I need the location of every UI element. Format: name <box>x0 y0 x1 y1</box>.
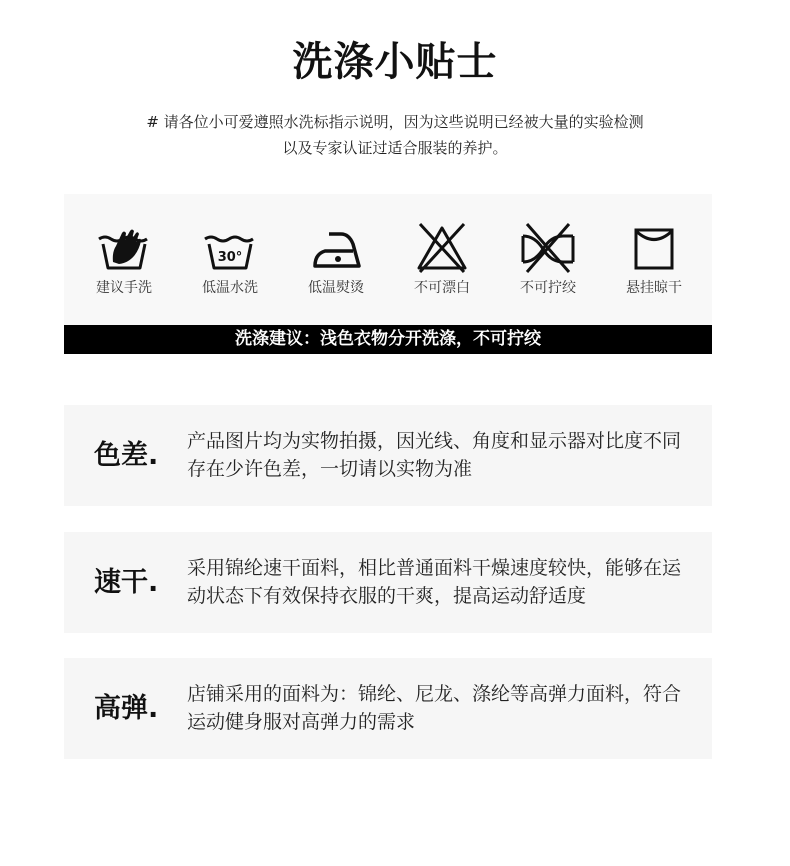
no-wring-icon <box>519 222 577 274</box>
wash-temperature: 30° <box>217 250 243 265</box>
care-item-wash-30 <box>177 222 283 297</box>
care-item-hang-dry <box>601 222 707 297</box>
care-label-wash-30: 低温水洗 <box>202 280 258 296</box>
feature-desc-line: 动状态下有效保持衣服的干爽，提高运动舒适度 <box>187 585 587 607</box>
hand-wash-icon <box>95 222 153 274</box>
care-item-hand-wash <box>71 222 177 297</box>
care-label-hand-wash: 建议手洗 <box>96 280 152 296</box>
care-instructions-panel <box>64 194 712 354</box>
iron-low-icon <box>307 222 365 274</box>
feature-color-difference <box>64 405 712 506</box>
feature-description <box>187 427 707 483</box>
intro-text <box>0 109 790 161</box>
feature-title: 高弹. <box>94 693 159 724</box>
feature-desc-line: 店铺采用的面料为：锦纶、尼龙、涤纶等高弹力面料，符合 <box>187 683 682 705</box>
feature-title: 速干. <box>94 567 159 598</box>
care-label-iron: 低温熨烫 <box>308 280 364 296</box>
intro-line-2: 以及专家认证过适合服装的养护。 <box>282 139 508 157</box>
care-label-no-bleach: 不可漂白 <box>414 280 470 296</box>
feature-quick-dry <box>64 532 712 633</box>
care-item-iron <box>283 222 389 297</box>
care-label-no-wring: 不可拧绞 <box>520 280 576 296</box>
feature-desc-line: 产品图片均为实物拍摄，因光线、角度和显示器对比度不同 <box>187 430 682 452</box>
care-item-no-bleach <box>389 222 495 297</box>
wash-30-icon <box>201 222 259 274</box>
wash-advice-banner: 洗涤建议：浅色衣物分开洗涤，不可拧绞 <box>64 325 712 354</box>
intro-line-1: # 请各位小可爱遵照水洗标指示说明，因为这些说明已经被大量的实验检测 <box>146 113 644 131</box>
feature-desc-line: 运动健身服对高弹力的需求 <box>187 711 416 733</box>
care-item-no-wring <box>495 222 601 297</box>
feature-high-elasticity <box>64 658 712 759</box>
feature-desc-line: 采用锦纶速干面料，相比普通面料干燥速度较快，能够在运 <box>187 557 682 579</box>
care-label-hang-dry: 悬挂晾干 <box>626 280 682 296</box>
page-title: 洗涤小贴士 <box>292 39 498 85</box>
feature-description <box>187 554 707 610</box>
feature-title: 色差. <box>94 440 159 471</box>
hang-dry-icon <box>625 222 683 274</box>
feature-description <box>187 680 707 736</box>
no-bleach-icon <box>413 222 471 274</box>
feature-desc-line: 存在少许色差，一切请以实物为准 <box>187 458 473 480</box>
